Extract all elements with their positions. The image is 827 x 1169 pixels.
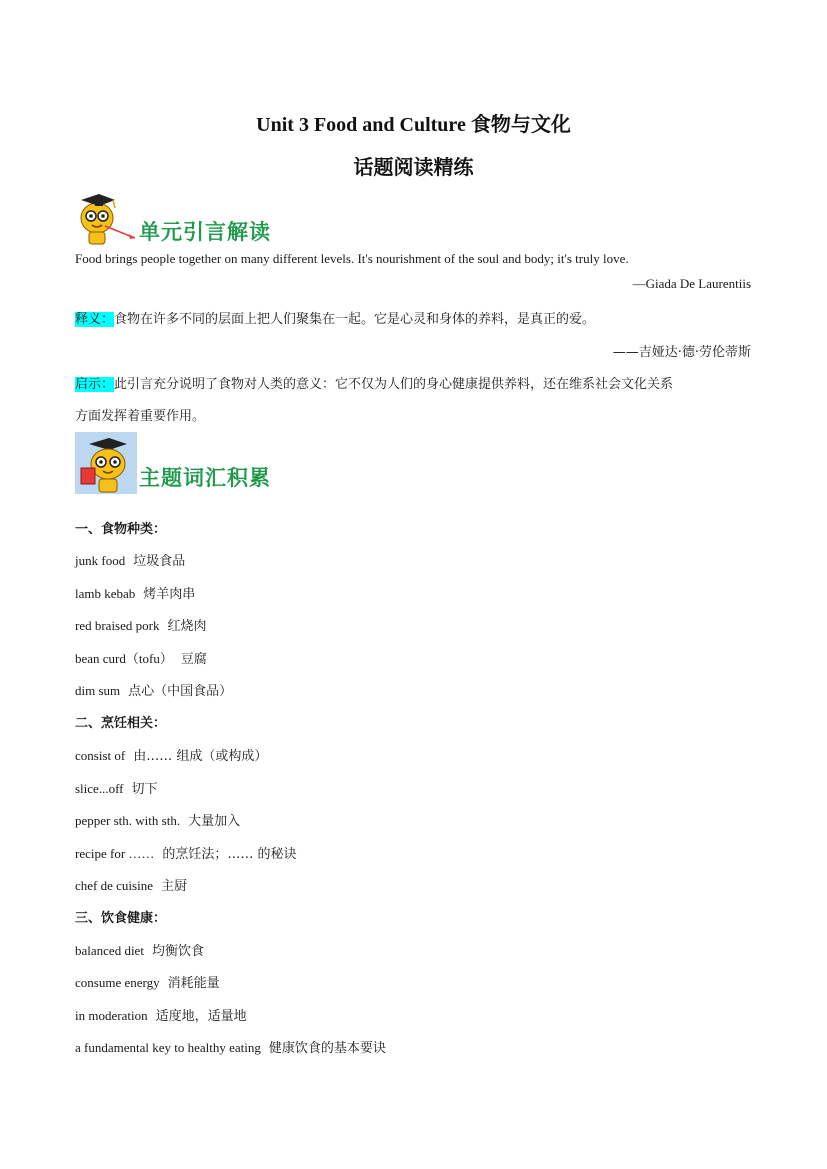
vocab-item: balanced diet 均衡饮食	[75, 943, 204, 959]
vocab-item: junk food 垃圾食品	[75, 553, 186, 569]
meaning-tag: 释义：	[75, 312, 115, 327]
page-subtitle: 话题阅读精练	[353, 157, 474, 179]
insight-paragraph	[75, 373, 673, 392]
vocab-item: chef de cuisine 主厨	[75, 878, 187, 894]
category-diet-health: 三、饮食健康：	[75, 911, 167, 926]
vocab-item: lamb kebab 烤羊肉串	[75, 586, 196, 602]
vocab-item: slice...off 切下	[75, 781, 158, 797]
category-food-types: 一、食物种类：	[75, 522, 167, 537]
meaning-text: 食物在许多不同的层面上把人们聚集在一起。它是心灵和身体的养料，是真正的爱。	[114, 312, 596, 327]
insight-text-line1: 此引言充分说明了食物对人类的意义：它不仅为人们的身心健康提供养料，还在维系社会文化关系	[114, 377, 674, 392]
vocab-item: pepper sth. with sth. 大量加入	[75, 813, 241, 829]
section-header-vocab	[75, 432, 271, 494]
insight-tag: 启示：	[75, 377, 115, 392]
scholar-mascot-icon	[75, 186, 137, 248]
vocab-item: bean curd（tofu） 豆腐	[75, 651, 207, 667]
vocab-item: recipe for …… 的烹饪法；…… 的秘诀	[75, 846, 297, 862]
vocab-item: dim sum 点心（中国食品）	[75, 683, 233, 699]
page-title: Unit 3 Food and Culture 食物与文化	[256, 114, 571, 136]
vocab-item: consume energy 消耗能量	[75, 975, 220, 991]
section-title-vocab: 主题词汇积累	[139, 466, 271, 490]
insight-text-line2: 方面发挥着重要作用。	[75, 409, 206, 424]
vocab-item: a fundamental key to healthy eating 健康饮食的基本要诀	[75, 1040, 386, 1056]
vocab-item: in moderation 适度地，适量地	[75, 1008, 247, 1024]
section-header-intro	[75, 186, 271, 248]
vocab-item: consist of 由…… 组成（或构成）	[75, 748, 268, 764]
quote-english: Food brings people together on many different levels. It's nourishment of the soul and body; it's truly love.	[75, 251, 629, 266]
student-mascot-icon	[75, 432, 137, 494]
quote-author-chinese: ——吉娅达·德·劳伦蒂斯	[612, 345, 751, 360]
meaning-paragraph	[75, 308, 595, 327]
quote-author-english: —Giada De Laurentiis	[632, 276, 751, 291]
vocab-item: red braised pork 红烧肉	[75, 618, 207, 634]
category-cooking: 二、烹饪相关：	[75, 716, 167, 731]
section-title-intro: 单元引言解读	[139, 220, 271, 244]
